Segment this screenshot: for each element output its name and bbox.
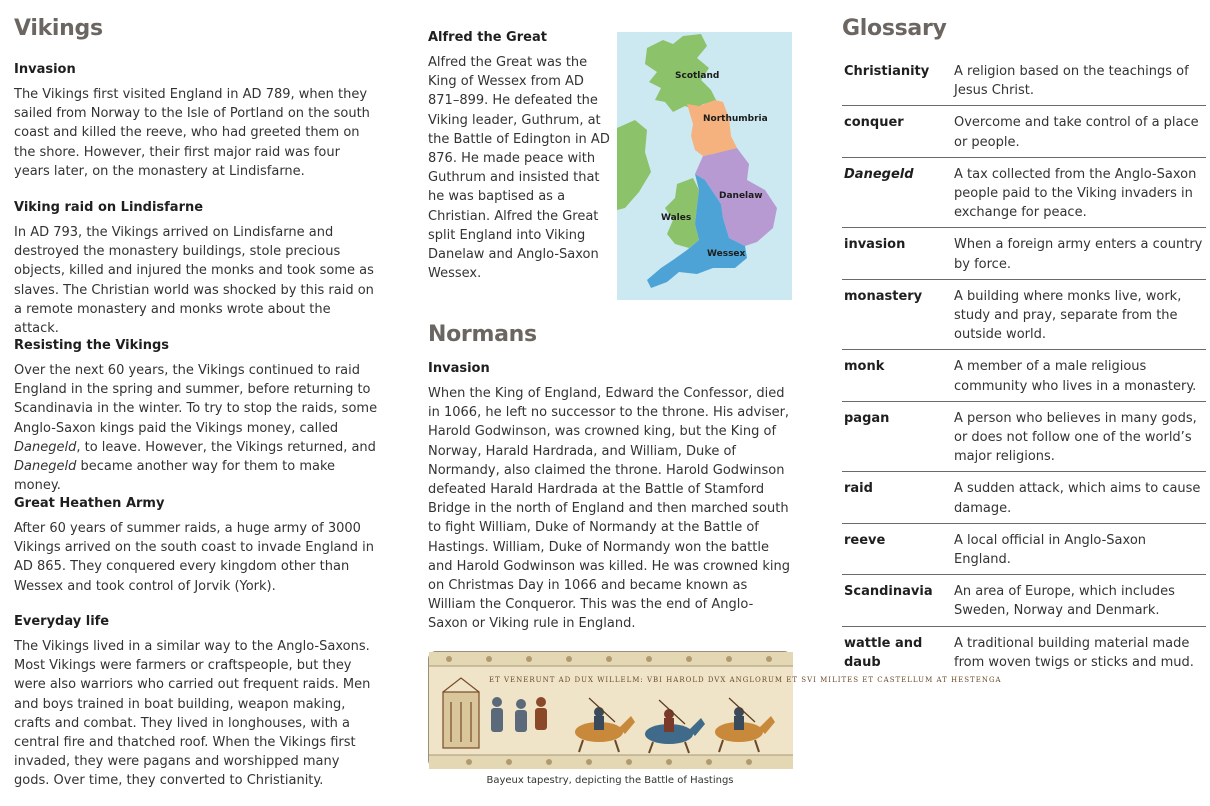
map-label-scotland: Scotland — [675, 71, 720, 81]
glossary-term: Scandinavia — [842, 575, 952, 626]
normans-invasion-section — [428, 361, 792, 634]
glossary-term: pagan — [842, 401, 952, 472]
glossary-term: invasion — [842, 228, 952, 279]
map-label-danelaw: Danelaw — [719, 191, 763, 201]
glossary-term: raid — [842, 472, 952, 523]
section-heading: Resisting the Vikings — [14, 338, 170, 353]
normans-heading: Invasion — [428, 361, 490, 376]
alfred-heading: Alfred the Great — [428, 30, 547, 45]
glossary-definition: A local official in Anglo-Saxon England. — [952, 523, 1206, 574]
section-everyday-life — [14, 614, 378, 791]
britain-map-svg — [617, 32, 792, 300]
map-label-wales: Wales — [661, 213, 692, 223]
glossary-definition: A building where monks live, work, study and pray, separate from the outside world. — [952, 279, 1206, 350]
glossary-term: monastery — [842, 279, 952, 350]
glossary-title: Glossary — [842, 16, 947, 41]
glossary-row — [842, 55, 1206, 106]
section-body: After 60 years of summer raids, a huge army of 3000 Vikings arrived on the south coast to invade England in AD 865. They conquered every kingdom other than Wessex and took control of Jorvik (York). — [14, 521, 375, 594]
glossary-term: Christianity — [842, 55, 952, 106]
body-text: became another way for them to make money. — [14, 459, 336, 494]
glossary-term: wattle and daub — [844, 635, 923, 670]
section-great-heathen-army — [14, 496, 378, 596]
glossary-row — [842, 350, 1206, 401]
normans-title: Normans — [428, 322, 537, 347]
section-lindisfarne-raid — [14, 200, 378, 338]
glossary-definition: A traditional building material made from woven twigs or sticks and mud. — [954, 635, 1194, 670]
section-heading: Viking raid on Lindisfarne — [14, 200, 204, 215]
glossary-row — [842, 228, 1206, 279]
glossary-definition: Overcome and take control of a place or people. — [952, 106, 1206, 157]
map-label-wessex: Wessex — [707, 249, 746, 259]
glossary-row — [842, 279, 1206, 350]
glossary-table — [842, 55, 1206, 677]
section-body: The Vikings lived in a similar way to the Anglo-Saxons. Most Vikings were farmers or craftspeople, but they were also warriors who carried out frequent raids. Men and boys trained in boat building, weapon making, crafts and combat. They lived in longhouses, with a central fire and thatched roof. When the Vikings first invaded, they were pagans and worshipped many gods. Over time, they converted to Christianity. — [14, 639, 371, 789]
section-invasion — [14, 62, 378, 181]
section-heading: Great Heathen Army — [14, 496, 165, 511]
glossary-row — [842, 626, 1206, 677]
glossary-term: Danegeld — [842, 157, 952, 228]
kingdoms-map — [617, 32, 792, 300]
section-body: In AD 793, the Vikings arrived on Lindisfarne and destroyed the monastery buildings, stole precious objects, killed and injured the monks and took some as slaves. The Christian world was shocked by this raid on a remote monastery and monks wrote about the attack. — [14, 225, 374, 337]
glossary-row — [842, 401, 1206, 472]
glossary-row — [842, 575, 1206, 626]
glossary-definition: When a foreign army enters a country by force. — [952, 228, 1206, 279]
glossary-definition: A sudden attack, which aims to cause damage. — [952, 472, 1206, 523]
alfred-body: Alfred the Great was the King of Wessex from AD 871–899. He defeated the Viking leader, Guthrum, at the Battle of Edington in AD 876. He made peace with Guthrum and insisted that he was baptised as a Christian. Alfred the Great split England into Viking Danelaw and Anglo-Saxon Wessex. — [428, 55, 610, 282]
section-resisting — [14, 338, 378, 495]
tapestry-caption: Bayeux tapestry, depicting the Battle of Hastings — [486, 775, 734, 786]
glossary-definition: A tax collected from the Anglo-Saxon people paid to the Viking invaders in exchange for peace. — [952, 157, 1206, 228]
alfred-section — [428, 30, 610, 283]
glossary-definition: An area of Europe, which includes Sweden, Norway and Denmark. — [952, 575, 1206, 626]
map-label-northumbria: Northumbria — [703, 114, 768, 124]
section-body: The Vikings first visited England in AD 789, when they sailed from Norway to the Isle of Portland on the south coast and killed the reeve, who had greeted them on the shore. However, their first major raid was four years later, on the monastery at Lindisfarne. — [14, 87, 370, 179]
glossary-definition: A religion based on the teachings of Jesus Christ. — [952, 55, 1206, 106]
glossary-row — [842, 523, 1206, 574]
glossary-row — [842, 472, 1206, 523]
glossary-term: conquer — [842, 106, 952, 157]
danegeld-term: Danegeld — [14, 459, 77, 475]
glossary-term: monk — [842, 350, 952, 401]
glossary-row — [842, 157, 1206, 228]
body-text: Over the next 60 years, the Vikings continued to raid England in the spring and summer, before returning to Scandinavia in the winter. To try to stop the raids, some Anglo-Saxon kings paid the Vikings money, called — [14, 363, 378, 436]
body-text: , to leave. However, the Vikings returned, and — [76, 439, 376, 455]
glossary-row — [842, 106, 1206, 157]
glossary-definition: A member of a male religious community who lives in a monastery. — [952, 350, 1206, 401]
glossary-term: reeve — [842, 523, 952, 574]
section-heading: Invasion — [14, 62, 76, 77]
glossary-definition: A person who believes in many gods, or does not follow one of the world’s major religions. — [952, 401, 1206, 472]
normans-body: When the King of England, Edward the Confessor, died in 1066, he left no successor to the throne. His adviser, Harold Godwinson, was crowned king, but the King of Norway, Harald Hardrada, and William, Duke of Normandy, also claimed the throne. Harold Godwinson defeated Harald Hardrada at the Battle of Stamford Bridge in the north of England and then marched south to fight William, Duke of Normandy at the Battle of Hastings. William, Duke of Normandy won the battle and Harold Godwinson was killed. He was crowned king on Christmas Day in 1066 and became known as William the Conqueror. This was the end of Anglo-Saxon or Viking rule in England. — [428, 386, 791, 632]
section-heading: Everyday life — [14, 614, 110, 629]
danegeld-term: Danegeld — [14, 439, 77, 455]
section-body — [14, 361, 378, 495]
tapestry-inscription: ET VENERUNT AD DUX WILLELM: VBI HAROLD DVX ANGLORUM ET SVI MILITES ET CASTELLUM AT HESTENGA — [489, 676, 1002, 684]
vikings-title: Vikings — [14, 16, 103, 41]
